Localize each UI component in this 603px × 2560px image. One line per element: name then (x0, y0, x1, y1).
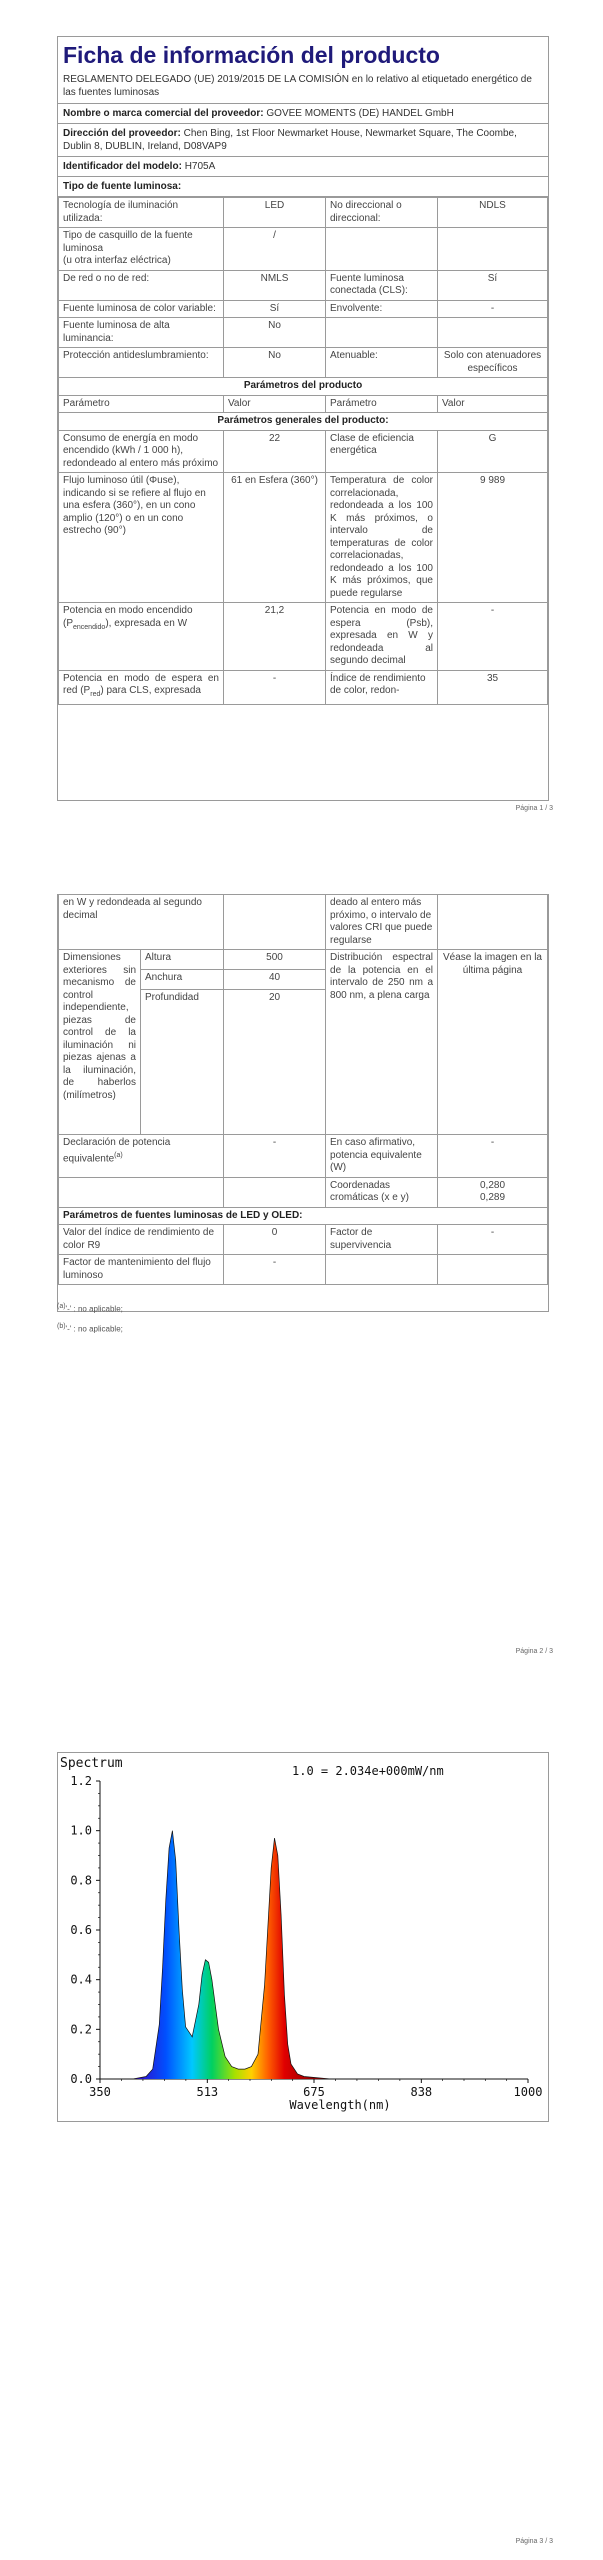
equiv-label (59, 1135, 224, 1178)
cap-label (59, 228, 224, 271)
supplier-address-row (58, 124, 548, 157)
table-row (59, 430, 548, 473)
table-row (59, 300, 548, 318)
equiv-power-label: En caso afirmativo, potencia equivalente (W) (326, 1135, 438, 1178)
on-consumption-label: Consumo de energía en modo encendido (kWh / 1 000 h), redondeado al entero más próximo (59, 430, 224, 473)
table-row (59, 895, 548, 950)
dimmable-label: Atenuable: (326, 348, 438, 378)
survival-value: - (438, 1225, 548, 1255)
x-tick-label: 513 (196, 2085, 219, 2099)
y-tick-label: 1.0 (70, 1823, 92, 1838)
table-row (59, 473, 548, 603)
empty-cell (326, 318, 438, 348)
table-row (59, 348, 548, 378)
width-label: Anchura (141, 970, 224, 990)
x-tick-label: 838 (410, 2085, 433, 2099)
footnote-a-text: '-' : no aplicable; (65, 1304, 123, 1314)
survival-label: Factor de supervivencia (326, 1225, 438, 1255)
flux-label: Flujo luminoso útil (Φuse), indicando si se refiere al flujo en una esfera (360°), en un cono amplio (120°) o en un cono estrecho (90°) (59, 473, 224, 603)
model-value: H705A (184, 161, 216, 172)
table-row (59, 603, 548, 671)
table-row (59, 1177, 548, 1207)
on-power-label (59, 603, 224, 671)
mains-label: De red o no de red: (59, 270, 224, 300)
netstandby-label-b: ) para CLS, expresada (100, 685, 201, 696)
footnotes (57, 1298, 123, 1337)
footnote-a-mark: (a) (57, 1303, 66, 1310)
col-value-header: Valor (224, 395, 326, 413)
footnote-a (57, 1298, 123, 1318)
table-row (59, 198, 548, 228)
tech-value: LED (224, 198, 326, 228)
standby-label: Potencia en modo de espera (Psb), expresada en W y redondeada al segundo decimal (326, 603, 438, 671)
envelope-label: Envolvente: (326, 300, 438, 318)
source-type-label: Tipo de fuente luminosa: (63, 181, 182, 192)
empty-cell (326, 228, 438, 271)
tunable-label: Fuente luminosa de color variable: (59, 300, 224, 318)
width-value: 40 (224, 970, 326, 990)
x-tick-label: 675 (303, 2085, 325, 2099)
page-title: Ficha de información del producto (63, 42, 440, 68)
params-header: Parámetros del producto (59, 378, 548, 396)
chroma-label: Coordenadas cromáticas (x e y) (326, 1177, 438, 1207)
table-row (59, 413, 548, 431)
supplier-name-row (58, 104, 548, 124)
table-row (59, 228, 548, 271)
y-tick-label: 1.2 (70, 1774, 92, 1788)
supplier-name-value: GOVEE MOMENTS (DE) HANDEL GmbH (266, 108, 454, 119)
regulation-text: REGLAMENTO DELEGADO (UE) 2019/2015 DE LA COMISIÓN en lo relativo al etiquetado energético de las fuentes luminosas (58, 71, 548, 104)
table-row (59, 378, 548, 396)
depth-label: Profundidad (141, 990, 224, 1135)
cct-label: Temperatura de color correlacionada, redondeada a los 100 K más próximos, o intervalo de temperaturas de color correlacionadas, redondeado a los 100 K más próximos, que puede regularse (326, 473, 438, 603)
r9-label: Valor del índice de rendimiento de color R9 (59, 1225, 224, 1255)
equiv-sup: (a) (114, 1151, 123, 1159)
glare-label: Protección antideslumbramiento: (59, 348, 224, 378)
empty-cell (224, 1177, 326, 1207)
chroma-y: 0,289 (479, 1192, 506, 1203)
table-row (59, 1207, 548, 1225)
empty-cell (438, 228, 548, 271)
product-parameters-table (58, 197, 548, 705)
glare-value: No (224, 348, 326, 378)
product-info-sheet-cont (57, 894, 549, 1312)
empty-cell (438, 318, 548, 348)
chroma-value (438, 1177, 548, 1207)
product-parameters-table-cont (58, 894, 548, 1285)
nondir-value: NDLS (438, 198, 548, 228)
model-row (58, 157, 548, 177)
tick-labels (70, 1774, 542, 2099)
on-power-label-b: ), expresada en W (105, 617, 188, 629)
standby-value: - (438, 603, 548, 671)
highlum-value: No (224, 318, 326, 348)
cap-value: / (224, 228, 326, 271)
chroma-x: 0,280 (479, 1179, 506, 1191)
x-tick-label: 350 (89, 2085, 111, 2099)
tech-label: Tecnología de iluminación utilizada: (59, 198, 224, 228)
spd-label: Distribución espectral de la potencia en el intervalo de 250 nm a 800 nm, a plena carga (326, 950, 438, 1135)
mains-value: NMLS (224, 270, 326, 300)
y-tick-label: 0.0 (70, 2072, 92, 2086)
eff-class-value: G (438, 430, 548, 473)
height-value: 500 (224, 950, 326, 970)
cls-value: Sí (438, 270, 548, 300)
general-header: Parámetros generales del producto: (59, 413, 548, 431)
table-row (59, 1135, 548, 1178)
netstandby-value: - (224, 670, 326, 704)
y-tick-label: 0.4 (70, 1972, 92, 1987)
empty-cell (224, 895, 326, 950)
on-power-value: 21,2 (224, 603, 326, 671)
nondir-label: No direccional o direccional: (326, 198, 438, 228)
empty-cell (438, 895, 548, 950)
netstandby-label (59, 670, 224, 704)
table-row (59, 395, 548, 413)
depth-value: 20 (224, 990, 326, 1135)
empty-cell (59, 1177, 224, 1207)
source-type-row (58, 177, 548, 197)
page-footer: Página 3 / 3 (515, 2538, 553, 2545)
supplier-name-label: Nombre o marca comercial del proveedor: (63, 108, 264, 119)
height-label: Altura (141, 950, 224, 970)
equiv-value: - (224, 1135, 326, 1178)
table-row (59, 318, 548, 348)
cri-label: Índice de rendimiento de color, redon- (326, 670, 438, 704)
dims-label: Dimensiones exteriores sin mecanismo de control independiente, piezas de control de la iluminación ni piezas ajenas a la iluminación, de haberlos (milímetros) (59, 950, 141, 1135)
col-param-header: Parámetro (59, 395, 224, 413)
netstandby-label-cont: en W y redondeada al segundo decimal (59, 895, 224, 950)
y-tick-label: 0.6 (70, 1923, 92, 1937)
cap-label-text-2: (u otra interfaz eléctrica) (63, 255, 171, 266)
chart-title: Spectrum (60, 1756, 123, 1771)
dimmable-value: Solo con atenuadores específicos (438, 348, 548, 378)
empty-cell (326, 1255, 438, 1285)
empty-cell (438, 1255, 548, 1285)
tunable-value: Sí (224, 300, 326, 318)
x-axis-label: Wavelength(nm) (289, 2098, 391, 2112)
spectrum-chart (58, 1753, 548, 2121)
on-power-label-a: Potencia en modo encendido (P (63, 605, 193, 629)
col-value-header: Valor (438, 395, 548, 413)
table-row (59, 270, 548, 300)
x-tick-label: 1000 (513, 2085, 543, 2099)
led-header: Parámetros de fuentes luminosas de LED y OLED: (59, 1207, 548, 1225)
flux-value: 61 en Esfera (360°) (224, 473, 326, 603)
model-label: Identificador del modelo: (63, 161, 182, 172)
on-consumption-value: 22 (224, 430, 326, 473)
y-tick-label: 0.8 (70, 1873, 92, 1888)
footnote-b-text: '-' : no aplicable; (65, 1324, 123, 1334)
product-info-sheet (57, 36, 549, 801)
table-row (59, 670, 548, 704)
table-row (59, 1255, 548, 1285)
maint-label: Factor de mantenimiento del flujo luminoso (59, 1255, 224, 1285)
supplier-address-value: Chen Bing, 1st Floor Newmarket House, Newmarket Square, The Coombe, Dublin 8, DUBLIN, Ireland, D08VAP9 (63, 128, 517, 152)
r9-value: 0 (224, 1225, 326, 1255)
page-3 (0, 1740, 603, 2560)
maint-value: - (224, 1255, 326, 1285)
netstandby-label-a: Potencia en modo de espera en red (P (63, 672, 219, 696)
netstandby-sub: red (90, 691, 101, 698)
chart-annotation: 1.0 = 2.034e+000mW/nm (292, 1764, 444, 1778)
highlum-label: Fuente luminosa de alta luminancia: (59, 318, 224, 348)
page-footer: Página 1 / 3 (515, 805, 553, 812)
table-row (59, 950, 548, 970)
on-power-sub: encendido (73, 623, 106, 631)
spectrum-area (100, 1831, 528, 2079)
table-row (59, 1225, 548, 1255)
cap-label-text: Tipo de casquillo de la fuente luminosa (63, 230, 193, 254)
envelope-value: - (438, 300, 548, 318)
spd-value: Véase la imagen en la última página (438, 950, 548, 1135)
footnote-b (57, 1318, 123, 1338)
col-param-header: Parámetro (326, 395, 438, 413)
page-1 (0, 0, 603, 820)
page-footer: Página 2 / 3 (515, 1648, 553, 1655)
y-tick-label: 0.2 (70, 2022, 92, 2037)
page-2 (0, 880, 603, 1680)
equiv-label-text: Declaración de potencia equivalente (63, 1137, 171, 1164)
eff-class-label: Clase de eficiencia energética (326, 430, 438, 473)
spectrum-chart-frame (57, 1752, 549, 2122)
equiv-power-value: - (438, 1135, 548, 1178)
cri-value: 35 (438, 670, 548, 704)
footnote-b-mark: (b) (57, 1322, 66, 1330)
cri-label-cont: deado al entero más próximo, o intervalo de valores CRI que puede regularse (326, 895, 438, 950)
cct-value: 9 989 (438, 473, 548, 603)
supplier-address-label: Dirección del proveedor: (63, 128, 181, 139)
cls-label: Fuente luminosa conectada (CLS): (326, 270, 438, 300)
